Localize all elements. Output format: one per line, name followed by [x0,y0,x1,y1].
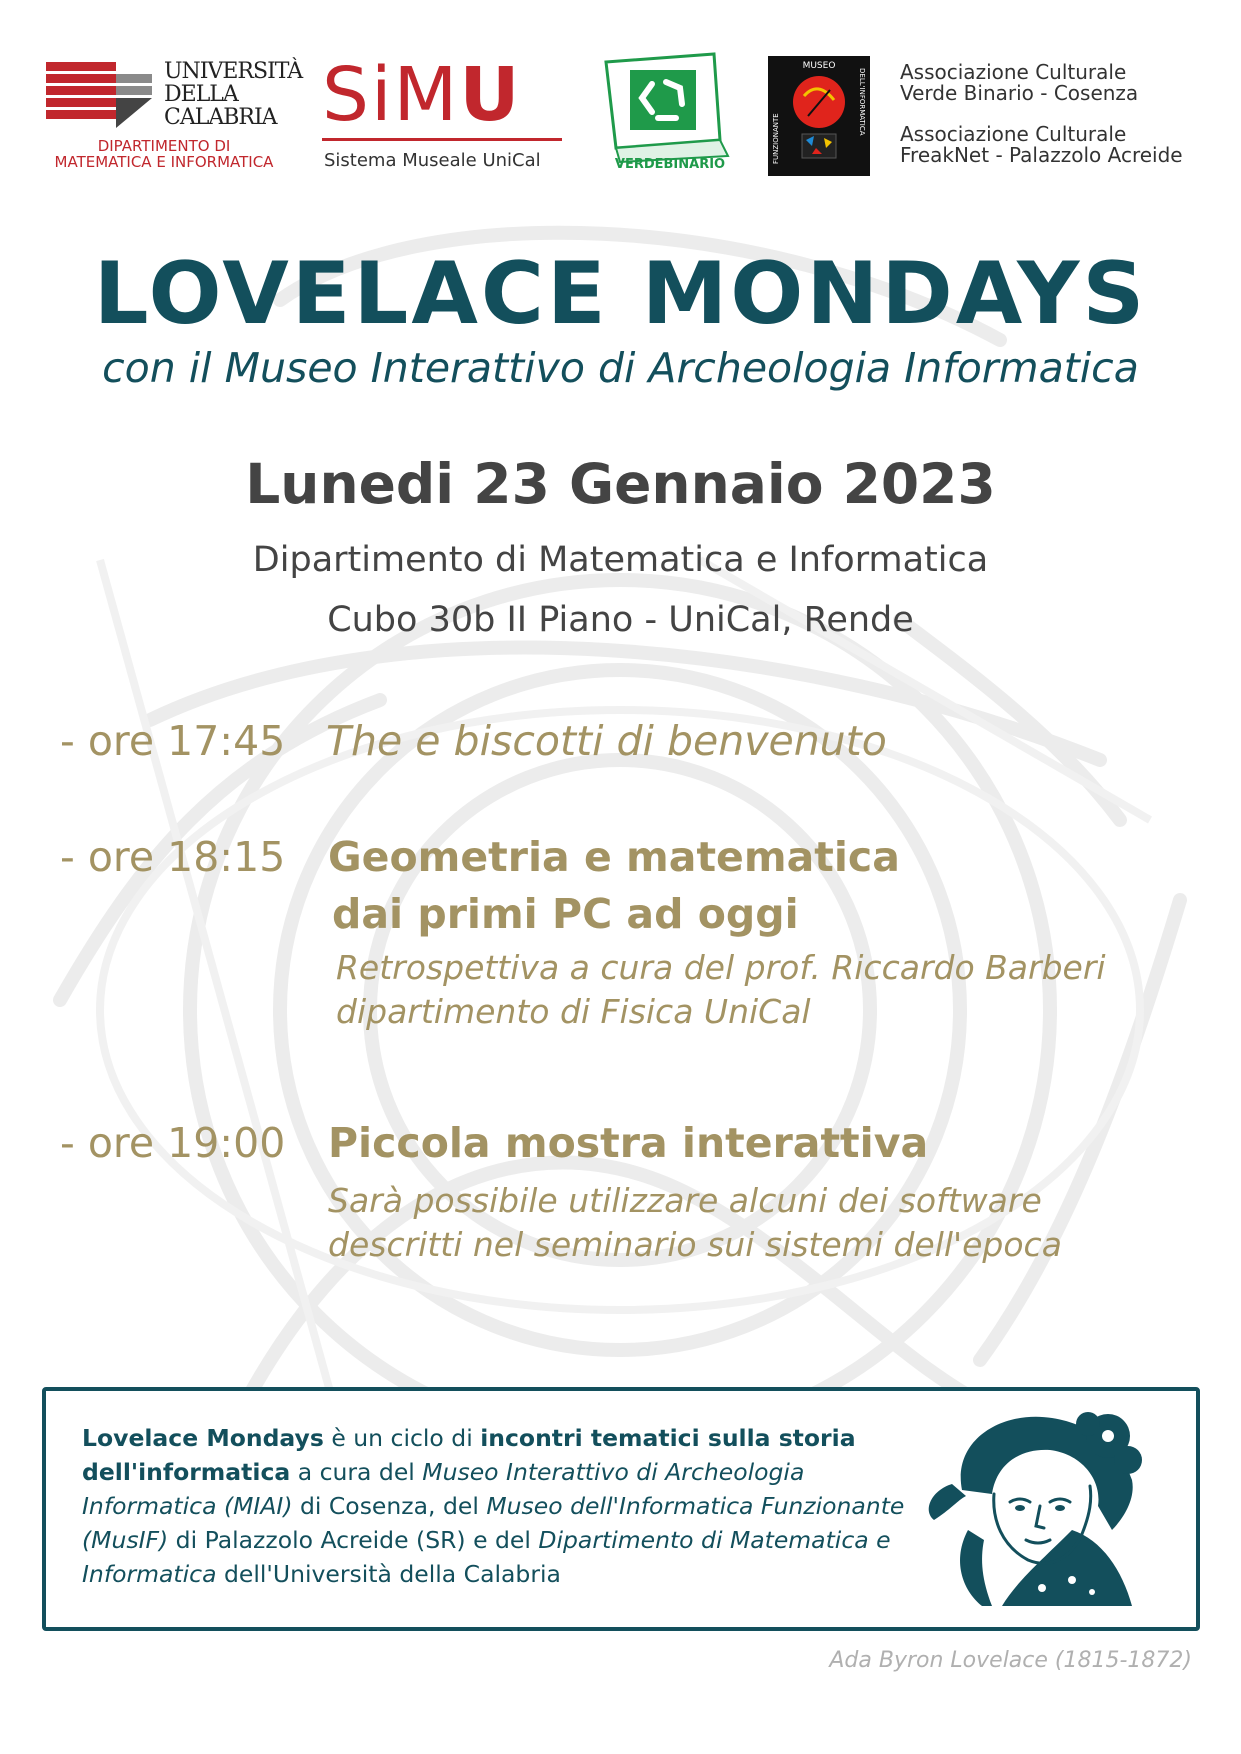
venue-line: Dipartimento di Matematica e Informatica [252,540,989,580]
event-subtitle: con il Museo Interattivo di Archeologia Informatica [102,344,1139,392]
schedule-title-1: The e biscotti di benvenuto [326,717,887,765]
venue-line: Cubo 30b II Piano - UniCal, Rende [327,600,914,640]
unical-logo-mark [46,62,152,130]
unical-name-line: DELLA [164,82,238,107]
info-text [82,1421,932,1591]
info-text-dmi: Dipartimento di Matematica e Informatica [82,1526,891,1588]
schedule-note-2-line2: dipartimento di Fisica UniCal [336,992,811,1031]
info-text-musif: Museo dell'Informatica Funzionante (MusIF) [82,1492,905,1554]
ada-lovelace-portrait [922,1410,1162,1606]
info-text-part: a cura del [290,1458,423,1486]
schedule-note-2-line1: Retrospettiva a cura del prof. Riccardo Barberi [336,948,1106,987]
schedule-time-3: - ore 19:00 [60,1119,286,1167]
unical-dept-line: DIPARTIMENTO DI [97,137,231,155]
info-text-series-name: Lovelace Mondays [82,1424,324,1452]
info-text-part: di Cosenza, del [292,1492,487,1520]
event-title: LOVELACE MONDAYS [93,244,1148,344]
schedule-time-2: - ore 18:15 [60,833,286,881]
info-text-part: dell'Università della Calabria [216,1560,561,1588]
musif-logo-left-text: FUNZIONANTE [772,113,780,164]
unical-department [44,138,284,170]
schedule-title-2-line1: Geometria e matematica [328,833,900,881]
verdebinario-text: VERDEBINARIO [614,157,726,172]
info-text-part: di Palazzolo Acreide (SR) e del [168,1526,539,1554]
assoc-freaknet-line1: Associazione Culturale [900,122,1127,146]
simu-logo [322,52,522,138]
musif-logo-top-text: MUSEO [802,61,836,71]
unical-name [164,60,302,129]
musif-logo-right-text: DELL'INFORMATICA [858,68,866,136]
portrait-caption: Ada Byron Lovelace (1815-1872) [829,1648,1192,1673]
assoc-freaknet-line2: FreakNet - Palazzolo Acreide [900,143,1183,167]
verdebinario-logo [596,52,744,172]
info-text-topic: incontri tematici sulla storia dell'informatica [82,1424,856,1486]
event-venue [0,530,1241,650]
schedule-title-3: Piccola mostra interattiva [328,1119,929,1167]
unical-dept-line: MATEMATICA E INFORMATICA [54,153,274,171]
schedule-title-2-line2: dai primi PC ad oggi [332,890,799,938]
info-text-part: è un ciclo di [323,1424,481,1452]
unical-name-line: CALABRIA [164,105,277,130]
simu-underline [322,138,562,141]
unical-name-line: UNIVERSITÀ [164,59,303,84]
simu-logo-light: SiM [322,52,460,138]
association-credits [900,62,1183,166]
assoc-verdebinario-line1: Associazione Culturale [900,60,1127,84]
simu-subtitle: Sistema Museale UniCal [324,150,541,171]
info-text-miai: Museo Interattivo di Archeologia Informatica (MIAI) [82,1458,805,1520]
musif-logo [768,56,870,176]
schedule-time-1: - ore 17:45 [60,717,286,765]
event-date: Lunedi 23 Gennaio 2023 [245,452,996,516]
assoc-verdebinario-line2: Verde Binario - Cosenza [900,81,1139,105]
schedule-note-3-line1: Sarà possibile utilizzare alcuni dei software [328,1181,1042,1220]
simu-logo-bold: U [459,52,522,138]
schedule-note-3-line2: descritti nel seminario sui sistemi dell'epoca [328,1225,1062,1264]
